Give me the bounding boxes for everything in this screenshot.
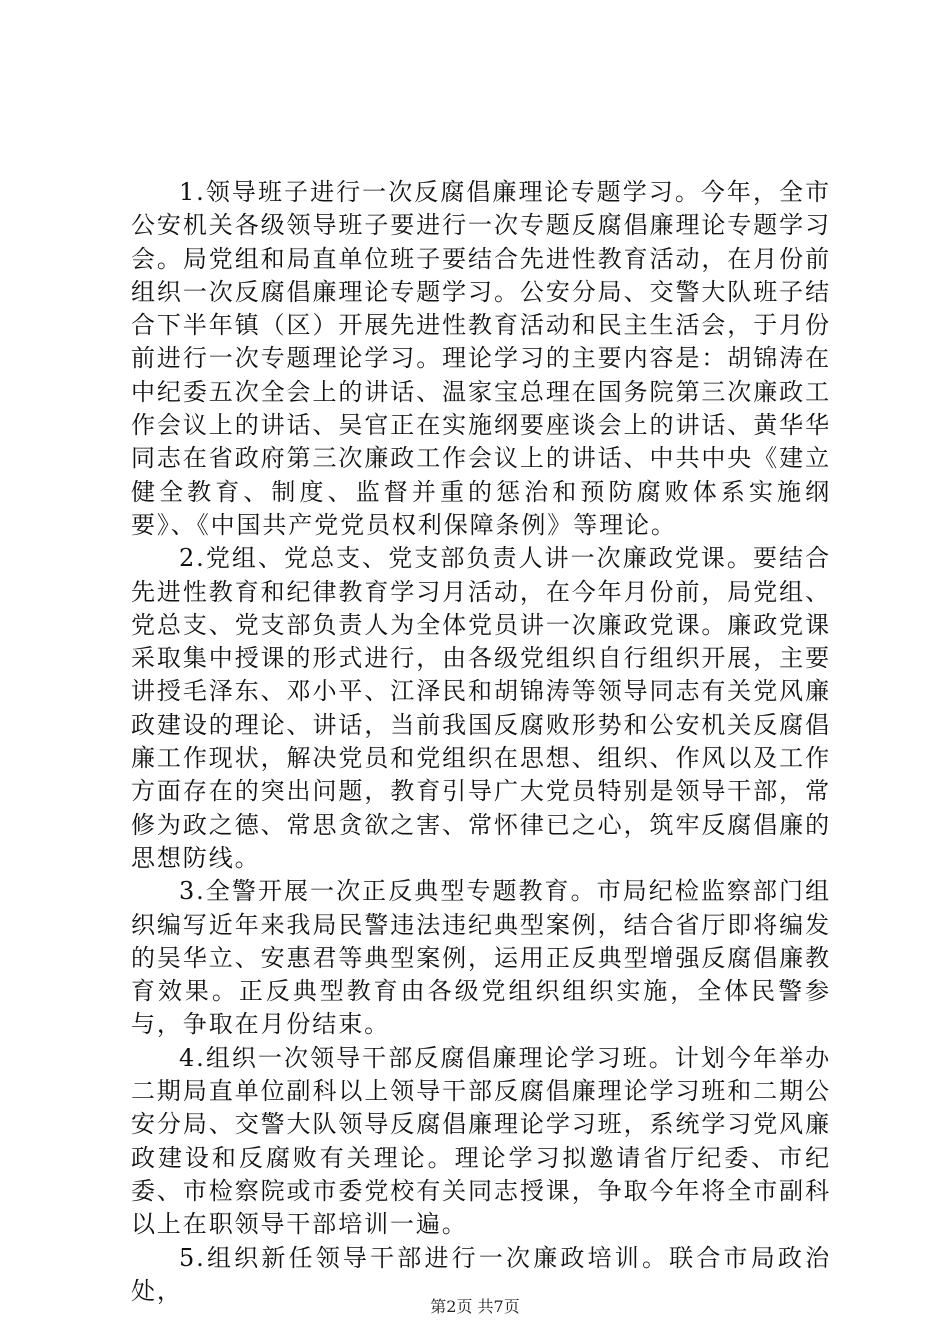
paragraph-5: 5.组织新任领导干部进行一次廉政培训。联合市局政治处，: [131, 1243, 831, 1305]
paragraph-3: 3.全警开展一次正反典型专题教育。市局纪检监察部门组织编写近年来我局民警违法违纪典型案例，结合省厅即将编发的吴华立、安惠君等典型案例，运用正反典型增强反腐倡廉教育效果。正反典型教育由各级党组织组织实施，全体民警参与，争取在月份结束。: [131, 877, 831, 1039]
paragraph-4: 4.组织一次领导干部反腐倡廉理论学习班。计划今年举办二期局直单位副科以上领导干部反腐倡廉理论学习班和二期公安分局、交警大队领导反腐倡廉理论学习班，系统学习党风廉政建设和反腐败有关理论。理论学习拟邀请省厅纪委、市纪委、市检察院或市委党校有关同志授课，争取今年将全市副科以上在职领导干部培训一遍。: [131, 1043, 831, 1239]
paragraph-2: 2.党组、党总支、党支部负责人讲一次廉政党课。要结合先进性教育和纪律教育学习月活动，在今年月份前，局党组、党总支、党支部负责人为全体党员讲一次廉政党课。廉政党课采取集中授课的形式进行，由各级党组织自行组织开展，主要讲授毛泽东、邓小平、江泽民和胡锦涛等领导同志有关党风廉政建设的理论、讲话，当前我国反腐败形势和公安机关反腐倡廉工作现状，解决党员和党组织在思想、组织、作风以及工作方面存在的突出问题，教育引导广大党员特别是领导干部，常修为政之德、常思贪欲之害、常怀律已之心，筑牢反腐倡廉的思想防线。: [131, 544, 831, 872]
document-body: [131, 176, 831, 1308]
page-number-footer: 第2页 共7页: [430, 1297, 520, 1316]
paragraph-1: 1.领导班子进行一次反腐倡廉理论专题学习。今年，全市公安机关各级领导班子要进行一次专题反腐倡廉理论专题学习会。局党组和局直单位班子要结合先进性教育活动，在月份前组织一次反腐倡廉理论专题学习。公安分局、交警大队班子结合下半年镇（区）开展先进性教育活动和民主生活会，于月份前进行一次专题理论学习。理论学习的主要内容是：胡锦涛在中纪委五次全会上的讲话、温家宝总理在国务院第三次廉政工作会议上的讲话、吴官正在实施纲要座谈会上的讲话、黄华华同志在省政府第三次廉政工作会议上的讲话、中共中央《建立健全教育、制度、监督并重的惩治和预防腐败体系实施纲要》、《中国共产党党员权利保障条例》等理论。: [131, 178, 831, 539]
